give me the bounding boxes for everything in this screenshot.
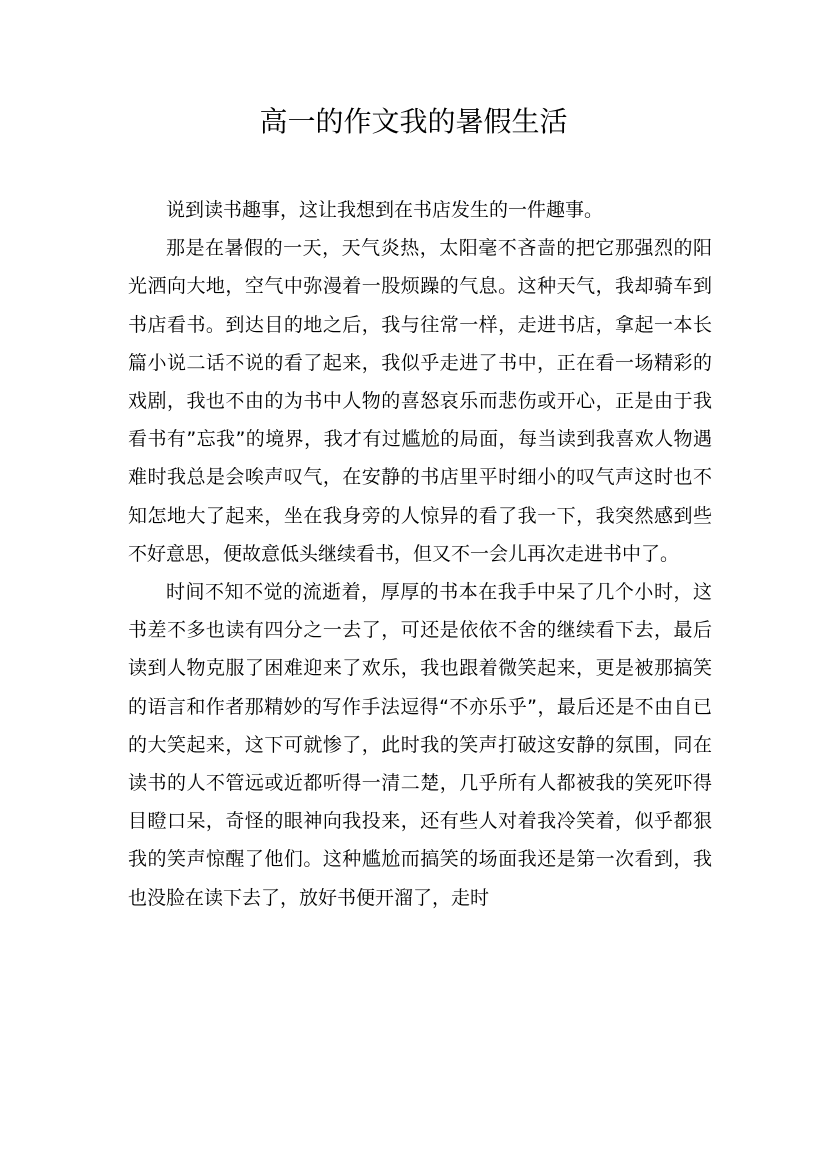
- document-body: [128, 191, 712, 917]
- paragraph: 时间不知不觉的流逝着，厚厚的书本在我手中呆了几个小时，这书差不多也读有四分之一去了，可还是依依不舍的继续看下去，最后读到人物克服了困难迎来了欢乐，我也跟着微笑起来，更是被那搞笑的语言和作者那精妙的写作手法逗得“不亦乐乎”，最后还是不由自已的大笑起来，这下可就惨了，此时我的笑声打破这安静的氛围，同在读书的人不管远或近都听得一清二楚，几乎所有人都被我的笑死吓得目瞪口呆，奇怪的眼神向我投来，还有些人对着我冷笑着，似乎都狠我的笑声惊醒了他们。这种尴尬而搞笑的场面我还是第一次看到，我也没脸在读下去了，放好书便开溜了，走时: [128, 581, 712, 909]
- paragraph: 那是在暑假的一天，天气炎热，太阳毫不吝啬的把它那强烈的阳光洒向大地，空气中弥漫着一股烦躁的气息。这种天气，我却骑车到书店看书。到达目的地之后，我与往常一样，走进书店，拿起一本长篇小说二话不说的看了起来，我似乎走进了书中，正在看一场精彩的戏剧，我也不由的为书中人物的喜怒哀乐而悲伤或开心，正是由于我看书有”忘我”的境界，我才有过尴尬的局面，每当读到我喜欢人物遇难时我总是会唉声叹气，在安静的书店里平时细小的叹气声这时也不知怎地大了起来，坐在我身旁的人惊异的看了我一下，我突然感到些不好意思，便故意低头继续看书，但又不一会儿再次走进书中了。: [128, 237, 712, 565]
- document-title: 高一的作文我的暑假生活: [259, 105, 568, 138]
- paragraph: 说到读书趣事，这让我想到在书店发生的一件趣事。: [166, 199, 604, 221]
